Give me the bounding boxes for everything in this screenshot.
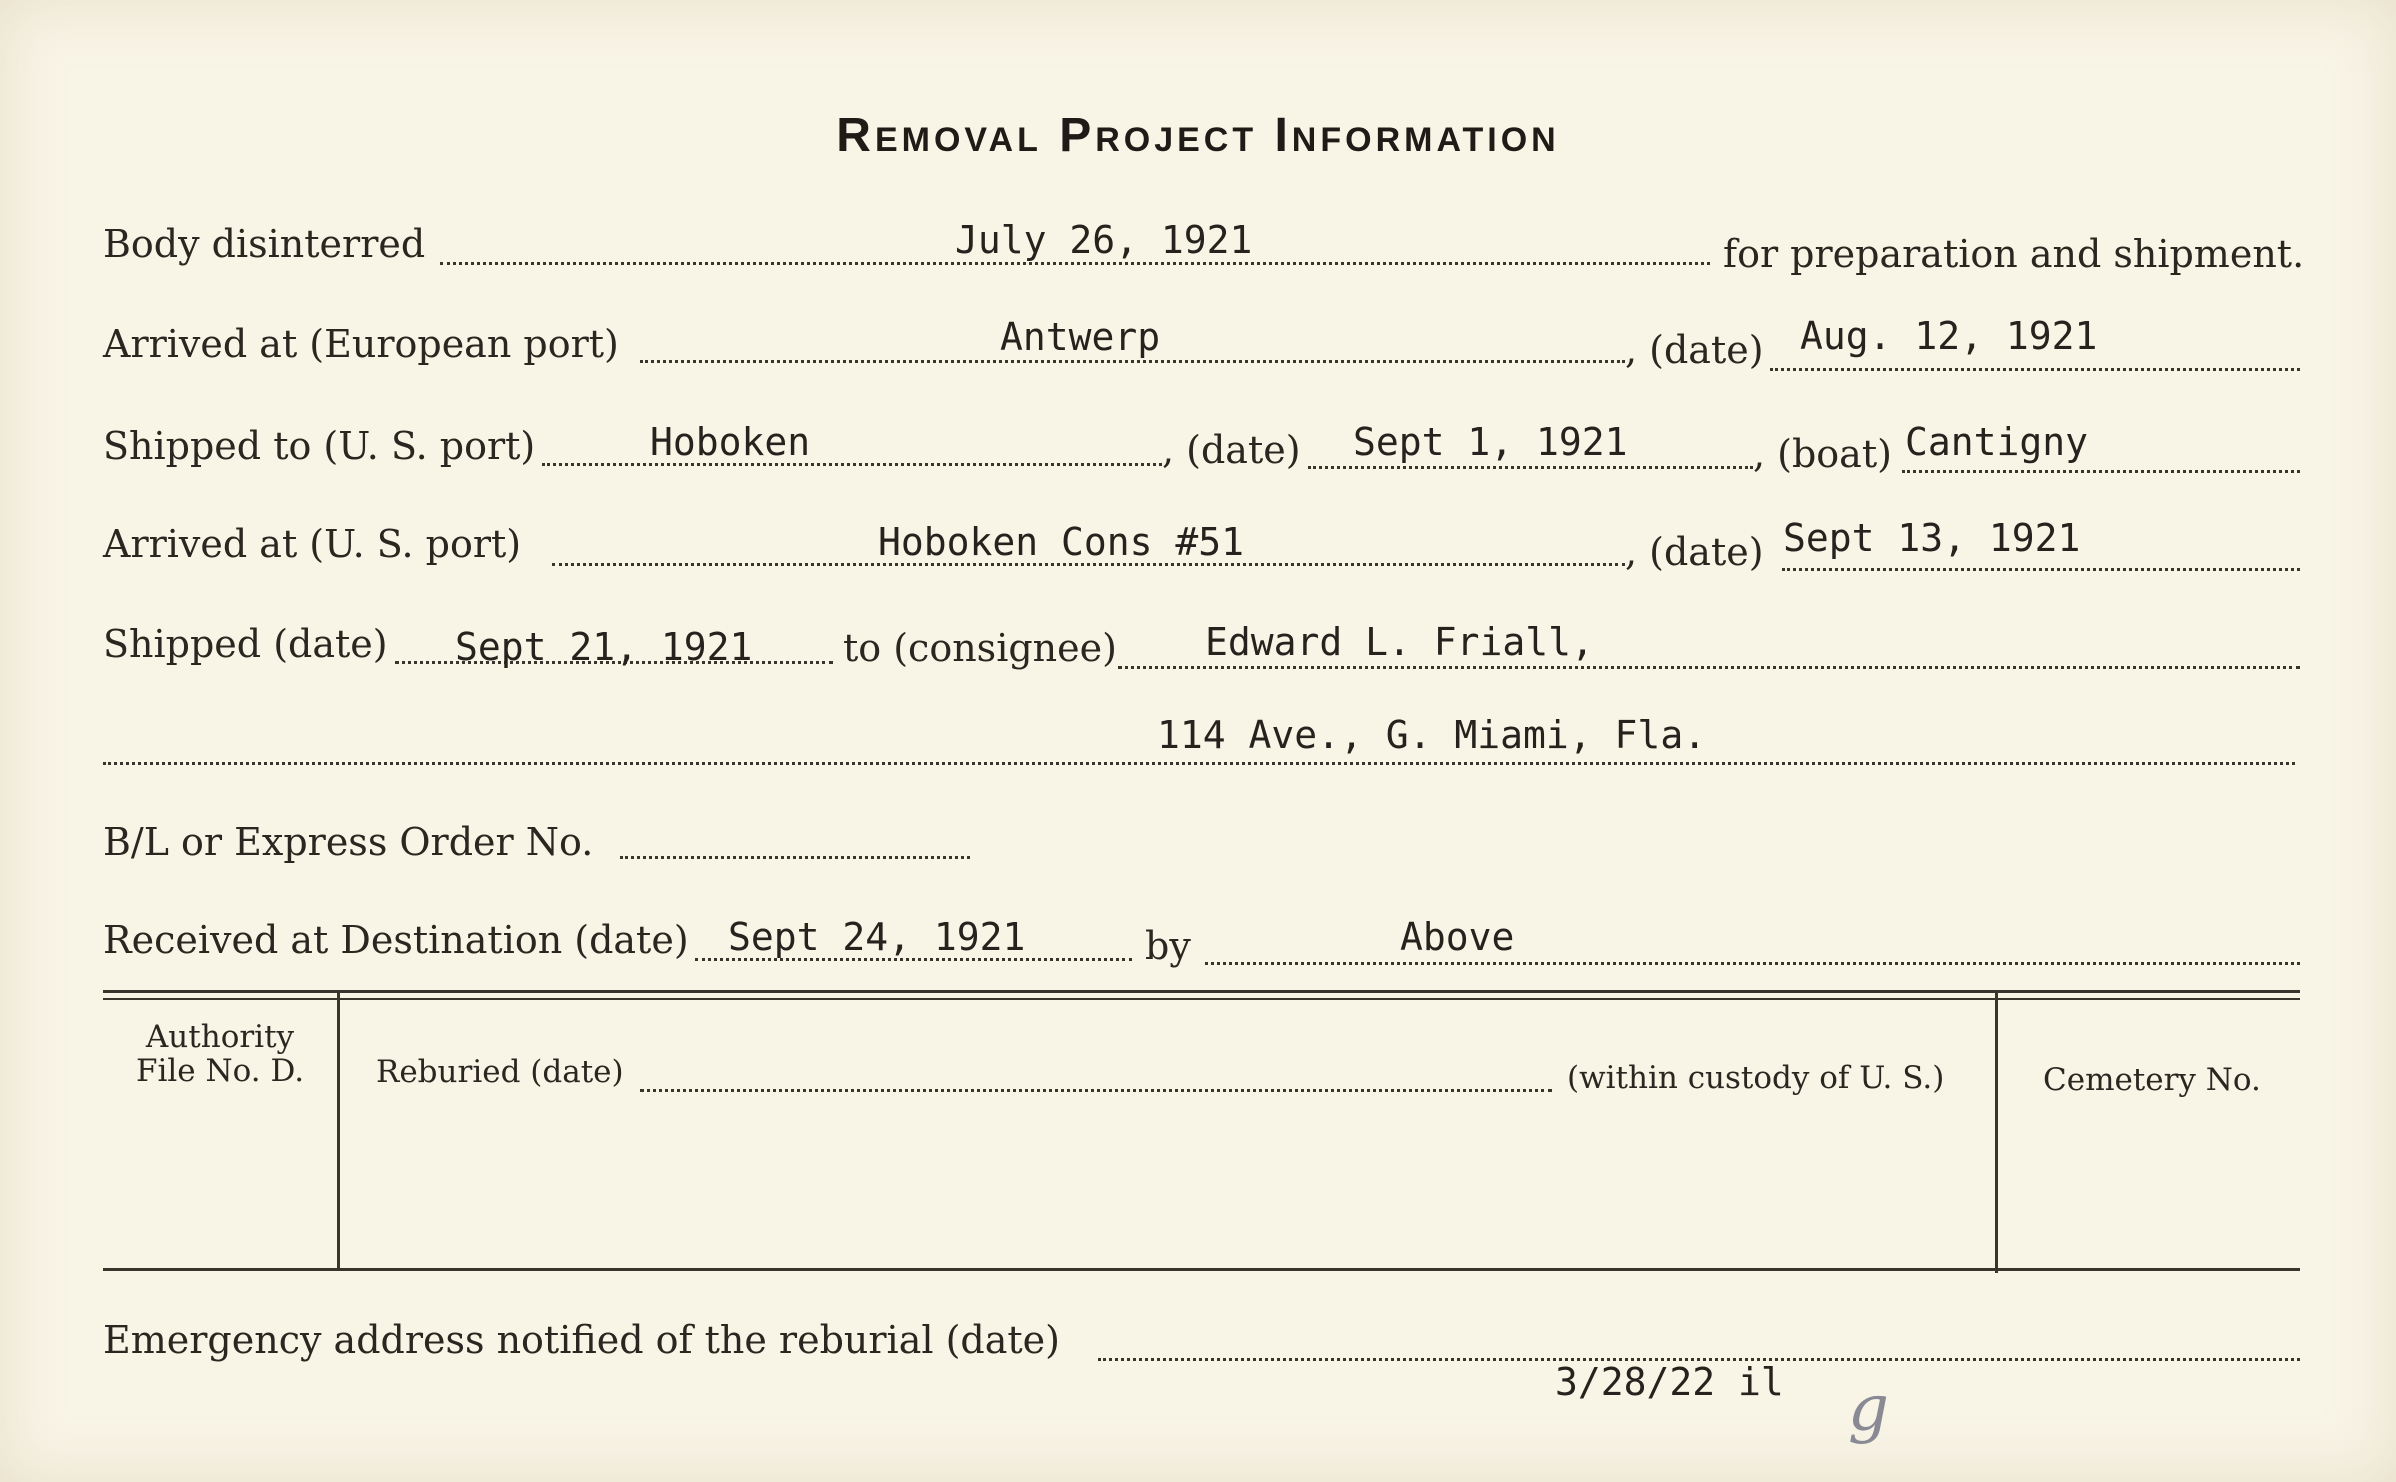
label-consignee: to (consignee) [843,626,1117,670]
box-top-rule-1 [103,990,2300,993]
line-disinterred [440,262,1710,265]
label-boat: , (boat) [1753,432,1892,476]
value-consignee-name: Edward L. Friall, [1205,620,1594,664]
value-us-port-arrived: Hoboken Cons #51 [878,520,1245,564]
card-title: Removal Project Information [836,109,1560,162]
line-reburied [640,1089,1552,1092]
line-arrived-date [1782,568,2300,571]
label-authority [103,1020,337,1088]
value-disinterred-date: July 26, 1921 [955,218,1253,262]
label-received: Received at Destination (date) [103,918,689,962]
box-bottom-rule [103,1268,2300,1271]
box-divider-right [1995,993,1998,1273]
line-consignee [1118,666,2300,669]
label-emergency: Emergency address notified of the reburial (date) [103,1318,1060,1362]
line-us-port-shipped [542,463,1162,466]
label-reburied: Reburied (date) [376,1054,624,1090]
label-cemetery: Cemetery No. [2043,1062,2261,1098]
label-shipped-us: Shipped to (U. S. port) [103,424,536,468]
value-shipped-date: Sept 1, 1921 [1353,420,1628,464]
label-arrived-us: Arrived at (U. S. port) [103,522,522,566]
label-bl-order: B/L or Express Order No. [103,820,594,864]
label-shipped-date: , (date) [1162,428,1301,472]
value-european-port: Antwerp [1000,315,1161,359]
value-consignee-address: 114 Ave., G. Miami, Fla. [1157,713,1707,757]
box-top-rule-2 [103,998,2300,1000]
box-divider-left [337,993,340,1269]
line-boat [1902,470,2300,473]
label-european-date: , (date) [1625,328,1764,372]
value-received-date: Sept 24, 1921 [728,915,1026,959]
value-received-by: Above [1400,915,1515,959]
line-bl-order [620,856,970,859]
label-custody: (within custody of U. S.) [1567,1060,1945,1096]
value-us-port-shipped: Hoboken [650,420,811,464]
label-arrived-date: , (date) [1625,530,1764,574]
value-emergency-date: 3/28/22 il [1555,1360,1784,1404]
label-authority-line1: Authority [145,1019,295,1055]
label-prep-shipment: for preparation and shipment. [1723,232,2305,276]
label-shipped-on: Shipped (date) [103,622,388,666]
line-received-by [1205,962,2300,965]
value-shipped-to-date: Sept 21, 1921 [455,625,753,669]
line-shipped-date [1308,466,1753,469]
label-body-disinterred: Body disinterred [103,222,426,266]
value-european-date: Aug. 12, 1921 [1800,314,2098,358]
line-european-port [640,360,1625,363]
label-by: by [1145,924,1191,968]
value-arrived-date: Sept 13, 1921 [1783,516,2081,560]
line-european-date [1770,368,2300,371]
label-arrived-european: Arrived at (European port) [103,322,619,366]
value-boat: Cantigny [1905,420,2089,464]
label-authority-line2: File No. D. [135,1053,305,1089]
handwritten-initials: g [1848,1372,1889,1446]
line-consignee-address [103,762,2295,765]
